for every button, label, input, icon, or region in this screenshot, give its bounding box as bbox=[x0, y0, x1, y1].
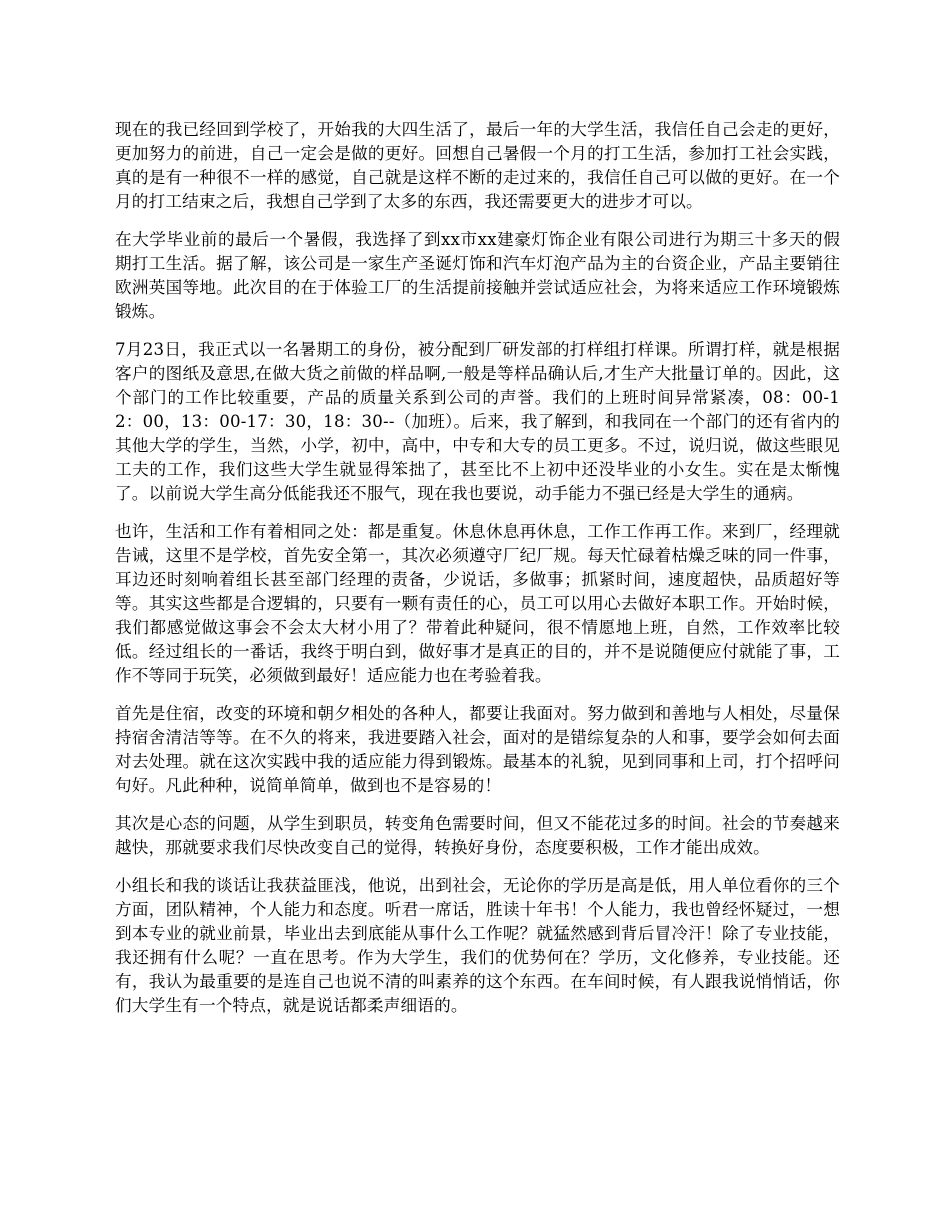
paragraph-3: 7月23日，我正式以一名暑期工的身份，被分配到厂研发部的打样组打样课。所谓打样，就是根据客户的图纸及意思,在做大货之前做的样品啊,一般是等样品确认后,才生产大批量订单的。因此，这个部门的工作比较重要，产品的质量关系到公司的声誉。我们的上班时间异常紧凑，08：00-12：00，13：00-17：30，18：30--（加班）。后来，我了解到，和我同在一个部门的还有省内的其他大学的学生，当然，小学，初中，高中，中专和大专的员工更多。不过，说归说，做这些眼见工夫的工作，我们这些大学生就显得笨拙了，甚至比不上初中还没毕业的小女生。实在是太惭愧了。以前说大学生高分低能我还不服气，现在我也要说，动手能力不强已经是大学生的通病。 bbox=[115, 340, 840, 503]
paragraph-7: 小组长和我的谈话让我获益匪浅，他说，出到社会，无论你的学历是高是低，用人单位看你的三个方面，团队精神，个人能力和态度。听君一席话，胜读十年书！个人能力，我也曾经怀疑过，一想到本专业的就业前景，毕业出去到底能从事什么工作呢？就猛然感到背后冒冷汗！除了专业技能，我还拥有什么呢？一直在思考。作为大学生，我们的优势何在？学历，文化修养，专业技能。还有，我认为最重要的是连自己也说不清的叫素养的这个东西。在车间时候，有人跟我说悄悄话，你们大学生有一个特点，就是说话都柔声细语的。 bbox=[115, 876, 840, 1015]
paragraph-6: 其次是心态的问题，从学生到职员，转变角色需要时间，但又不能花过多的时间。社会的节奏越来越快，那就要求我们尽快改变自己的觉得，转换好身份，态度要积极，工作才能出成效。 bbox=[115, 814, 840, 857]
paragraph-5: 首先是住宿，改变的环境和朝夕相处的各种人，都要让我面对。努力做到和善地与人相处，尽量保持宿舍清洁等等。在不久的将来，我进要踏入社会，面对的是错综复杂的人和事，要学会如何去面对去处理。就在这次实践中我的适应能力得到锻炼。最基本的礼貌，见到同事和上司，打个招呼问句好。凡此种种，说简单简单，做到也不是容易的！ bbox=[115, 704, 840, 795]
document-page bbox=[115, 118, 840, 1032]
paragraph-2: 在大学毕业前的最后一个暑假，我选择了到xx市xx建豪灯饰企业有限公司进行为期三十多天的假期打工生活。据了解，该公司是一家生产圣诞灯饰和汽车灯泡产品为主的台资企业，产品主要销往欧洲英国等地。此次目的在于体验工厂的生活提前接触并尝试适应社会，为将来适应工作环境锻炼锻炼。 bbox=[115, 230, 840, 321]
paragraph-1: 现在的我已经回到学校了，开始我的大四生活了，最后一年的大学生活，我信任自己会走的更好，更加努力的前进，自己一定会是做的更好。回想自己暑假一个月的打工生活，参加打工社会实践，真的是有一种很不一样的感觉，自己就是这样不断的走过来的，我信任自己可以做的更好。在一个月的打工结束之后，我想自己学到了太多的东西，我还需要更大的进步才可以。 bbox=[115, 120, 840, 211]
paragraph-4: 也许，生活和工作有着相同之处：都是重复。休息休息再休息，工作工作再工作。来到厂，经理就告诫，这里不是学校，首先安全第一，其次必须遵守厂纪厂规。每天忙碌着枯燥乏味的同一件事，耳边还时刻响着组长甚至部门经理的责备，少说话，多做事；抓紧时间，速度超快，品质超好等等。其实这些都是合逻辑的，只要有一颗有责任的心，员工可以用心去做好本职工作。开始时候，我们都感觉做这事会不会太大材小用了？带着此种疑问，很不情愿地上班，自然，工作效率比较低。经过组长的一番话，我终于明白到，做好事才是真正的目的，并不是说随便应付就能了事，工作不等同于玩笑，必须做到最好！适应能力也在考验着我。 bbox=[115, 522, 840, 685]
